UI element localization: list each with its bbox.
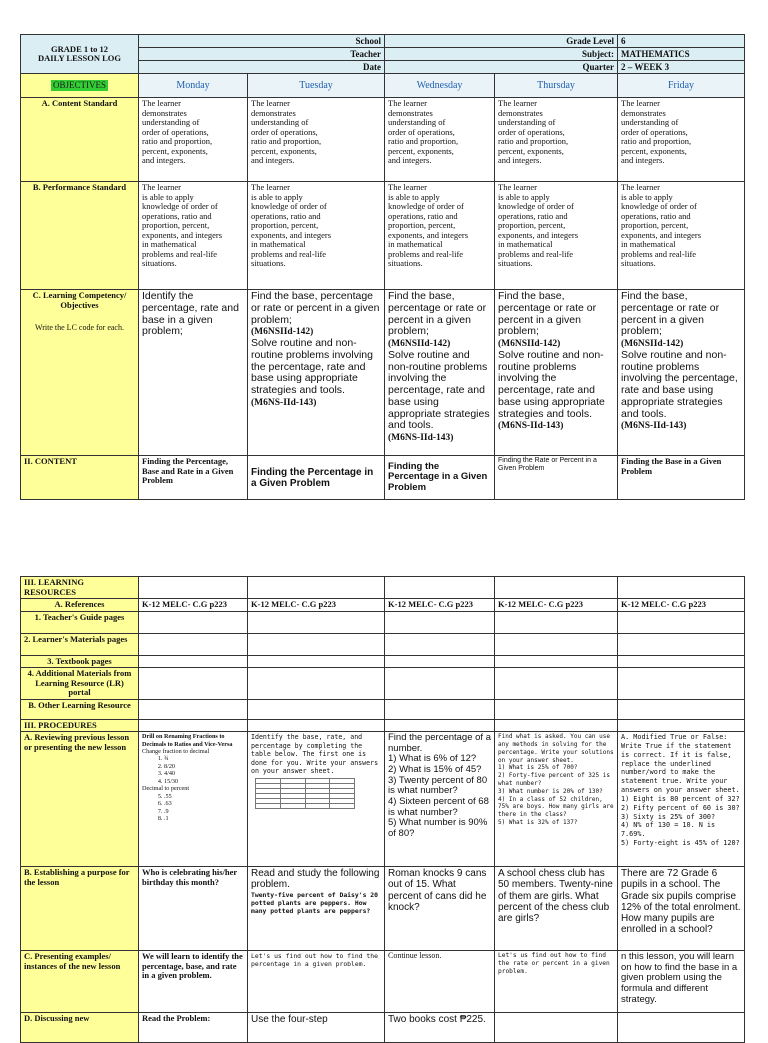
presenting-wednesday: Continue lesson. bbox=[385, 951, 495, 1013]
textbook-label: 3. Textbook pages bbox=[21, 655, 139, 668]
purpose-friday: There are 72 Grade 6 pupils in a school. The Grade six pupils comprise 12% of the total enrolment. How many pupils are enrolled in a school? bbox=[618, 867, 745, 951]
list-item: 5) What number is 90% of 80? bbox=[388, 817, 488, 839]
reference-monday: K-12 MELC- C.G p223 bbox=[139, 599, 248, 612]
list-item: 2. 8/20 bbox=[164, 763, 244, 770]
competency-label-cell bbox=[21, 290, 139, 456]
competency-thursday: Find the base, percentage or rate or percent in a given problem; (M6NSIId-142) Solve routine and non-routine problems involving the percentage, rate and base using appropriate strategies and tools. (M6NS-IId-143) bbox=[495, 290, 618, 456]
log-title: DAILY LESSON LOG bbox=[38, 53, 121, 64]
lc-code: (M6NS-IId-143) bbox=[621, 421, 687, 432]
reference-tuesday: K-12 MELC- C.G p223 bbox=[248, 599, 385, 612]
lc-code: (M6NSIId-142) bbox=[621, 339, 684, 350]
teacher-label: Teacher bbox=[139, 48, 385, 61]
reviewing-monday: Drill on Renaming Fractions to Decimals to Ratios and Vice-Versa Change fraction to decimal 1. ¾ 2. 8/20 3. 4/40 4. 15/30 Decimal to percent 5. .55 6. .63 7. .9 8. .1 bbox=[139, 732, 248, 867]
list-item: 3. 4/40 bbox=[164, 770, 244, 777]
content-thursday: Finding the Rate or Percent in a Given Problem bbox=[495, 456, 618, 500]
performance-standard-friday: The learner is able to apply knowledge of order of operations, ratio and proportion, percent, exponents, and integers in mathematical problems and real-life situations. bbox=[618, 182, 745, 290]
discussing-label: D. Discussing new bbox=[21, 1013, 139, 1043]
purpose-monday: Who is celebrating his/her birthday this month? bbox=[139, 867, 248, 951]
list-item: 4) Sixteen percent of 68 is what number? bbox=[388, 795, 489, 818]
learning-resources-label: III. LEARNING RESOURCES bbox=[21, 577, 139, 599]
reviewing-friday: A. Modified True or False: Write True if the statement is correct. If it is false, replace the underlined number/word to make the statement true. Write your answers on your answer sheet. 1) Eight is 80 percent of 32? 2) Fifty percent of 60 is 30? 3) Sixty is 25% of 300? 4) N% of 130 = 10. N is 7.69%. 5) Forty-eight is 45% of 120? bbox=[618, 732, 745, 867]
teachers-guide-label: 1. Teacher's Guide pages bbox=[21, 611, 139, 633]
lc-code: (M6NS-IId-143) bbox=[251, 397, 317, 408]
lr-portal-label: 4. Additional Materials from Learning Resource (LR) portal bbox=[21, 668, 139, 700]
content-standard-friday: The learner demonstrates understanding of order of operations, ratio and proportion, percent, exponents, and integers. bbox=[618, 98, 745, 182]
competency-friday: Find the base, percentage or rate or percent in a given problem; (M6NSIId-142) Solve routine and non-routine problems involving the percentage, rate and base using appropriate strategies and tools. (M6NS-IId-143) bbox=[618, 290, 745, 456]
day-thursday: Thursday bbox=[495, 74, 618, 98]
performance-standard-thursday: The learner is able to apply knowledge of order of operations, ratio and proportion, percent, exponents, and integers in mathematical problems and real-life situations. bbox=[495, 182, 618, 290]
objectives-label: OBJECTIVES bbox=[52, 80, 106, 91]
lc-code: (M6NSIId-142) bbox=[388, 339, 451, 350]
grade-range: GRADE 1 to 12 bbox=[51, 43, 108, 54]
grade-level-value: 6 bbox=[618, 35, 745, 48]
list-item: 1) What is 6% of 12? bbox=[388, 753, 477, 765]
content-monday: Finding the Percentage, Base and Rate in a Given Problem bbox=[139, 456, 248, 500]
performance-standard-monday: The learner is able to apply knowledge of order of operations, ratio and proportion, percent, exponents, and integers in mathematical problems and real-life situations. bbox=[139, 182, 248, 290]
lc-code: (M6NSIId-142) bbox=[498, 339, 561, 350]
school-label: School bbox=[139, 35, 385, 48]
content-label: II. CONTENT bbox=[21, 456, 139, 500]
day-tuesday: Tuesday bbox=[248, 74, 385, 98]
list-item: 1. ¾ bbox=[164, 755, 244, 762]
header-title-cell bbox=[21, 35, 139, 74]
subject-label: Subject: bbox=[385, 48, 618, 61]
other-resource-label: B. Other Learning Resource bbox=[21, 699, 139, 719]
reference-friday: K-12 MELC- C.G p223 bbox=[618, 599, 745, 612]
discussing-tuesday: Use the four-step bbox=[248, 1013, 385, 1043]
competency-monday: Identify the percentage, rate and base in a given problem; bbox=[139, 290, 248, 456]
objectives-cell bbox=[21, 74, 139, 98]
learners-materials-label: 2. Learner's Materials pages bbox=[21, 633, 139, 655]
lc-code: (M6NS-IId-143) bbox=[498, 421, 564, 432]
day-friday: Friday bbox=[618, 74, 745, 98]
list-item: 5. .55 bbox=[164, 793, 244, 800]
reference-wednesday: K-12 MELC- C.G p223 bbox=[385, 599, 495, 612]
competency-tuesday: Find the base, percentage or rate or percent in a given problem; (M6NSIId-142) Solve routine and non-routine problems involving the percentage, rate and base using appropriate strategies and tools. (M6NS-IId-143) bbox=[248, 290, 385, 456]
procedures-label: III. PROCEDURES bbox=[21, 719, 139, 732]
content-standard-tuesday: The learner demonstrates understanding of order of operations, ratio and proportion, percent, exponents, and integers. bbox=[248, 98, 385, 182]
presenting-thursday: Let's us find out how to find the rate or percent in a given problem. bbox=[495, 951, 618, 1013]
content-standard-monday: The learner demonstrates understanding of order of operations, ratio and proportion, percent, exponents, and integers. bbox=[139, 98, 248, 182]
performance-standard-tuesday: The learner is able to apply knowledge of order of operations, ratio and proportion, percent, exponents, and integers in mathematical problems and real-life situations. bbox=[248, 182, 385, 290]
competency-label: C. Learning Competency/ Objectives bbox=[32, 290, 127, 310]
reference-thursday: K-12 MELC- C.G p223 bbox=[495, 599, 618, 612]
completion-table bbox=[255, 778, 355, 809]
presenting-monday: We will learn to identify the percentage, base, and rate in a given problem. bbox=[139, 951, 248, 1013]
lesson-log-top-table bbox=[20, 34, 745, 500]
lc-code: (M6NSIId-142) bbox=[251, 327, 314, 338]
day-wednesday: Wednesday bbox=[385, 74, 495, 98]
lc-code-note: Write the LC code for each. bbox=[35, 323, 124, 333]
reviewing-wednesday: Find the percentage of a number. 1) What is 6% of 12? 2) What is 15% of 45? 3) Twenty percent of 80 is what number? 4) Sixteen percent of 68 is what number? 5) What number is 90% of 80? bbox=[385, 732, 495, 867]
presenting-tuesday: Let's us find out how to find the percentage in a given problem. bbox=[248, 951, 385, 1013]
performance-standard-wednesday: The learner is able to apply knowledge of order of operations, ratio and proportion, percent, exponents, and integers in mathematical problems and real-life situations. bbox=[385, 182, 495, 290]
competency-wednesday: Find the base, percentage or rate or percent in a given problem; (M6NSIId-142) Solve routine and non-routine problems involving the percentage, rate and base using appropriate strategies and tools. (M6NS-IId-143) bbox=[385, 290, 495, 456]
purpose-wednesday: Roman knocks 9 cans out of 15. What percent of cans did he knock? bbox=[385, 867, 495, 951]
purpose-thursday: A school chess club has 50 members. Twenty-nine of them are girls. What percent of the chess club are girls? bbox=[495, 867, 618, 951]
reviewing-label: A. Reviewing previous lesson or presenting the new lesson bbox=[21, 732, 139, 867]
list-item: 7. .9 bbox=[164, 808, 244, 815]
content-tuesday: Finding the Percentage in a Given Problem bbox=[248, 456, 385, 500]
content-standard-thursday: The learner demonstrates understanding of order of operations, ratio and proportion, percent, exponents, and integers. bbox=[495, 98, 618, 182]
presenting-friday: n this lesson, you will learn on how to find the base in a given problem using the formula and different strategy. bbox=[618, 951, 745, 1013]
grade-level-label: Grade Level bbox=[385, 35, 618, 48]
purpose-label: B. Establishing a purpose for the lesson bbox=[21, 867, 139, 951]
quarter-value: 2 – WEEK 3 bbox=[618, 61, 745, 74]
discussing-wednesday: Two books cost ₱225. bbox=[385, 1013, 495, 1043]
list-item: 4. 15/30 bbox=[164, 778, 244, 785]
lesson-log-bottom-table bbox=[20, 576, 745, 1043]
content-standard-wednesday: The learner demonstrates understanding of order of operations, ratio and proportion, percent, exponents, and integers. bbox=[385, 98, 495, 182]
reviewing-tuesday: Identify the base, rate, and percentage by completing the table below. The first one is done for you. Write your answers on your answer sheet. bbox=[248, 732, 385, 867]
reviewing-thursday: Find what is asked. You can use any methods in solving for the percentage. Write your solutions on your answer sheet. 1) What is 25% of 700? 2) Forty-five percent of 325 is what number? 3) What number is 20% of 130? 4) In a class of 52 children, 75% are boys. How many girls are there in the class? 5) What is 32% of 137? bbox=[495, 732, 618, 867]
presenting-label: C. Presenting examples/ instances of the new lesson bbox=[21, 951, 139, 1013]
list-item: 8. .1 bbox=[164, 815, 244, 822]
content-standard-label: A. Content Standard bbox=[21, 98, 139, 182]
date-label: Date bbox=[139, 61, 385, 74]
day-monday: Monday bbox=[139, 74, 248, 98]
list-item: 3) Twenty percent of 80 is what number? bbox=[388, 774, 488, 797]
subject-value: MATHEMATICS bbox=[618, 48, 745, 61]
references-label: A. References bbox=[21, 599, 139, 612]
purpose-tuesday: Read and study the following problem. Twenty-five percent of Daisy's 20 potted plants are peppers. How many potted plants are peppers? bbox=[248, 867, 385, 951]
performance-standard-label: B. Performance Standard bbox=[21, 182, 139, 290]
content-friday: Finding the Base in a Given Problem bbox=[618, 456, 745, 500]
list-item: 2) What is 15% of 45? bbox=[388, 764, 482, 775]
discussing-monday: Read the Problem: bbox=[139, 1013, 248, 1043]
quarter-label: Quarter bbox=[385, 61, 618, 74]
lc-code: (M6NS-IId-143) bbox=[388, 433, 454, 444]
list-item: 6. .63 bbox=[164, 800, 244, 807]
content-wednesday: Finding the Percentage in a Given Problem bbox=[385, 456, 495, 500]
